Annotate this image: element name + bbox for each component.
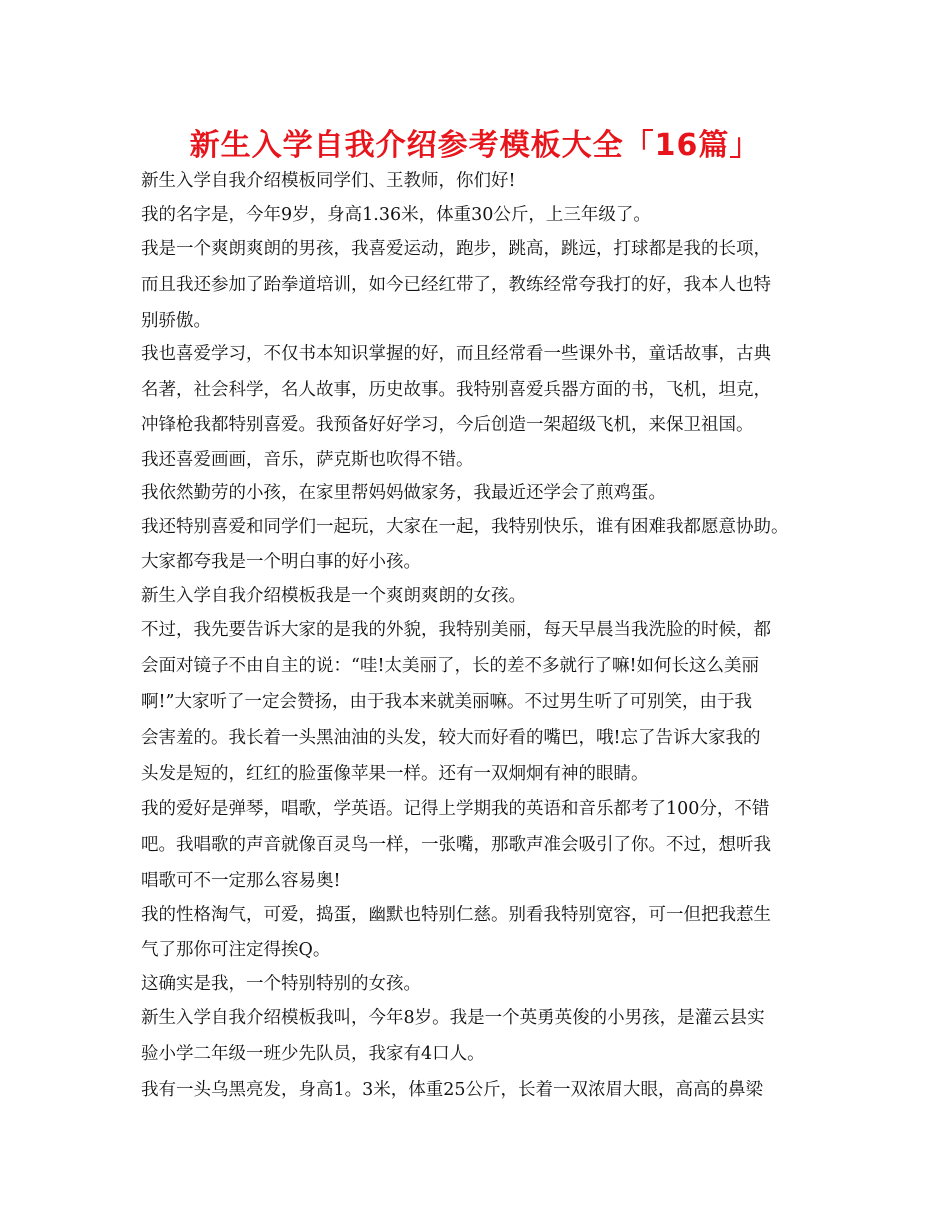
text-line: 我的性格淘气，可爱，捣蛋，幽默也特别仁慈。别看我特别宽容，可一但把我惹生: [141, 905, 771, 925]
text-line: 别骄傲。: [141, 311, 211, 331]
text-line: 会面对镜子不由自主的说：“哇!太美丽了，长的差不多就行了嘛!如何长这么美丽: [141, 656, 760, 676]
text-line: 吧。我唱歌的声音就像百灵鸟一样，一张嘴，那歌声准会吸引了你。不过，想听我: [141, 835, 771, 855]
document-title: 新生入学自我介绍参考模板大全「16篇」: [189, 128, 761, 163]
text-line: 冲锋枪我都特别喜爱。我预备好好学习，今后创造一架超级飞机，来保卫祖国。: [141, 415, 754, 435]
text-line: 我的名字是，今年9岁，身高1.36米，体重30公斤，上三年级了。: [141, 205, 651, 225]
text-line: 我也喜爱学习，不仅书本知识掌握的好，而且经常看一些课外书，童话故事，古典: [141, 344, 771, 364]
text-line: 我还特别喜爱和同学们一起玩，大家在一起，我特别快乐，谁有困难我都愿意协助。: [141, 517, 789, 537]
text-line: 我有一头乌黑亮发，身高1。3米，体重25公斤，长着一双浓眉大眼，高高的鼻梁: [141, 1080, 764, 1100]
text-line: 而且我还参加了跆拳道培训，如今已经红带了，教练经常夸我打的好，我本人也特: [141, 275, 771, 295]
text-line: 我是一个爽朗爽朗的男孩，我喜爱运动，跑步，跳高，跳远，打球都是我的长项，: [141, 239, 771, 259]
text-line: 大家都夸我是一个明白事的好小孩。: [141, 552, 421, 572]
text-line: 气了那你可注定得挨Q。: [141, 940, 331, 960]
text-line: 新生入学自我介绍模板我叫，今年8岁。我是一个英勇英俊的小男孩，是灌云县实: [141, 1008, 765, 1028]
text-line: 啊!”大家听了一定会赞扬，由于我本来就美丽嘛。不过男生听了可别笑，由于我: [141, 692, 752, 712]
text-line: 我依然勤劳的小孩，在家里帮妈妈做家务，我最近还学会了煎鸡蛋。: [141, 483, 666, 503]
text-line: 这确实是我，一个特别特别的女孩。: [141, 974, 421, 994]
text-line: 新生入学自我介绍模板我是一个爽朗爽朗的女孩。: [141, 586, 526, 606]
text-line: 验小学二年级一班少先队员，我家有4口人。: [141, 1044, 485, 1064]
text-line: 唱歌可不一定那么容易奥!: [141, 871, 341, 891]
text-line: 我还喜爱画画，音乐，萨克斯也吹得不错。: [141, 450, 474, 470]
text-line: 不过，我先要告诉大家的是我的外貌，我特别美丽，每天早晨当我洗脸的时候，都: [141, 620, 771, 640]
text-line: 名著，社会科学，名人故事，历史故事。我特别喜爱兵器方面的书，飞机，坦克，: [141, 380, 771, 400]
text-line: 会害羞的。我长着一头黑油油的头发，较大而好看的嘴巴，哦!忘了告诉大家我的: [141, 728, 761, 748]
text-line: 头发是短的，红红的脸蛋像苹果一样。还有一双炯炯有神的眼睛。: [141, 764, 649, 784]
text-line: 新生入学自我介绍模板同学们、王教师，你们好!: [141, 171, 516, 191]
text-line: 我的爱好是弹琴，唱歌，学英语。记得上学期我的英语和音乐都考了100分，不错: [141, 799, 770, 819]
